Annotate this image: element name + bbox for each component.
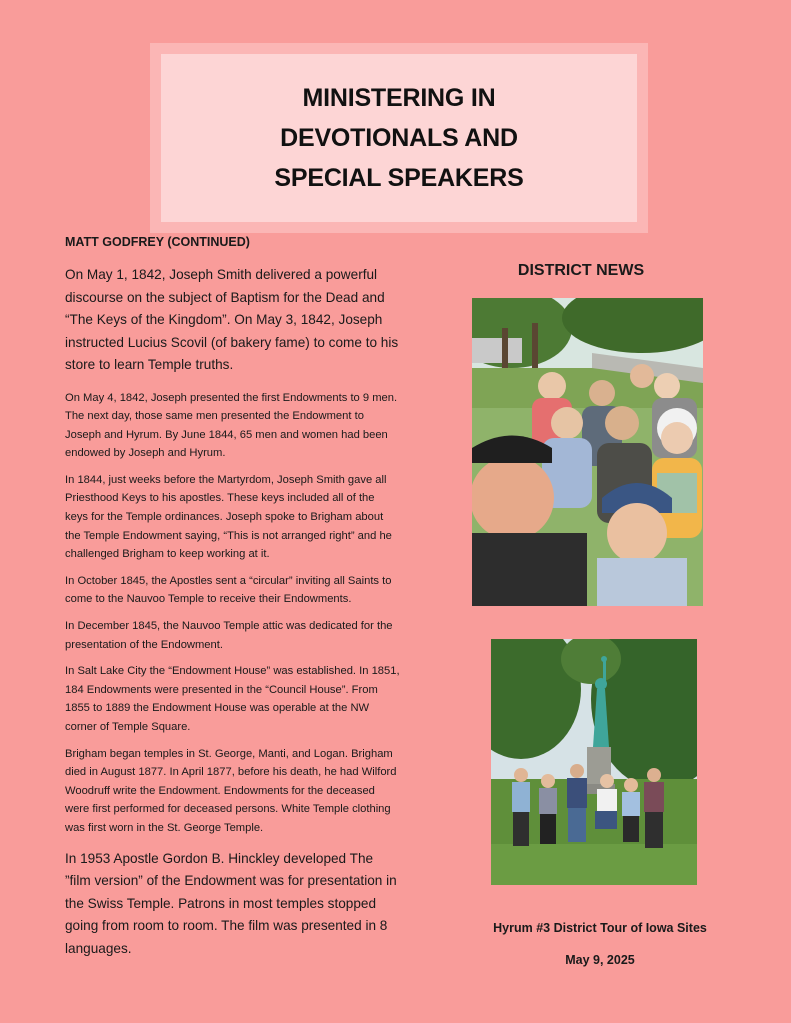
title-box [150,43,648,233]
page-title-line-2: DEVOTIONALS AND [280,124,518,152]
article-lead-paragraph: On May 1, 1842, Joseph Smith delivered a powerful discourse on the subject of Baptism for the Dead and “The Keys of the Kingdom”. On May 3, 1842, Joseph instructed Lucius Scovil (of bakery fame) to come to his store to learn Temple truths. [65,267,399,372]
article-heading: MATT GODFREY (CONTINUED) [65,235,250,249]
page-title-line-3: SPECIAL SPEAKERS [274,164,524,192]
article-paragraph-5: In Salt Lake City the “Endowment House” was established. In 1851, 184 Endowments were presented in the “Council House”. From 1855 to 1889 the Endowment House was operable at the NW corner of Temple Square. [65,665,400,733]
article-paragraph-6: Brigham began temples in St. George, Manti, and Logan. Brigham died in August 1877. In April 1877, before his death, he had Wilford Woodruff write the Endowment. Endowments for the deceased were first performed for deceased persons. White Temple clothing was first worn in the St. George Temple. [65,747,397,834]
article-paragraph-2: In 1844, just weeks before the Martyrdom, Joseph Smith gave all Priesthood Keys to his apostles. These keys included all of the keys for the Temple ordinances. Joseph spoke to Brigham about the Temple Endowment saying, “This is not arranged right” and he challenged Brigham to keep working at it. [65,473,392,561]
page-title-line-1: MINISTERING IN [302,84,496,112]
statue-group-photo [491,639,697,885]
group-selfie-photo [472,298,703,606]
district-news-heading: DISTRICT NEWS [517,262,645,279]
article-column [65,234,400,972]
article-closing-paragraph: In 1953 Apostle Gordon B. Hinckley developed The ”film version” of the Endowment was for presentation in the Swiss Temple. Patrons in most temples stopped going from room to room. The film was presented in 8 languages. [65,850,397,956]
title-inner [161,54,637,222]
article-paragraph-1: On May 4, 1842, Joseph presented the first Endowments to 9 men. The next day, those same men presented the Endowment to Joseph and Hyrum. By June 1844, 65 men and women had been endowed by Joseph and Hyrum. [65,391,398,460]
photo-caption-date: May 9, 2025 [565,953,635,967]
article-paragraph-4: In December 1845, the Nauvoo Temple attic was dedicated for the presentation of the Endowment. [65,620,393,651]
photo-caption: Hyrum #3 District Tour of Iowa Sites [493,921,707,935]
article-paragraph-3: In October 1845, the Apostles sent a “circular” inviting all Saints to come to the Nauvoo Temple to receive their Endowments. [65,574,392,606]
